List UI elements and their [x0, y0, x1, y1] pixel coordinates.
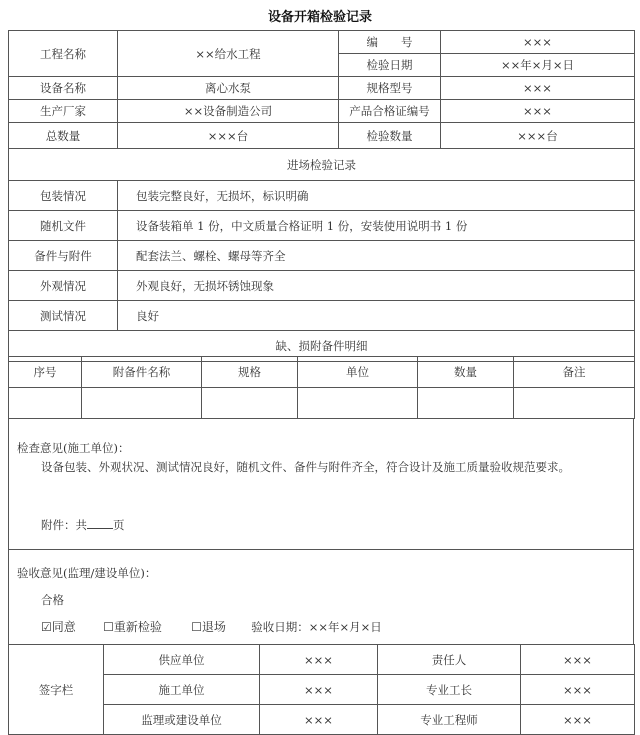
- check-label: 外观情况: [9, 271, 118, 301]
- manufacturer-label: 生产厂家: [9, 100, 118, 123]
- signer-unit-value: ×××: [260, 675, 378, 705]
- option-return-checkbox[interactable]: ☐退场: [191, 620, 226, 634]
- inspection-opinion-text: 设备包装、外观状况、测试情况良好，随机文件、备件与附件齐全，符合设计及施工质量验收规范要求。: [41, 460, 570, 474]
- entry-section-title: 进场检验记录: [9, 149, 635, 181]
- check-value: 包装完整良好，无损坏，标识明确: [118, 181, 635, 211]
- defect-header: 序号: [9, 357, 82, 388]
- signer-role: 责任人: [378, 645, 521, 675]
- signature-table: [8, 644, 635, 735]
- table-cell: [82, 388, 202, 419]
- signer-role-value: ×××: [521, 645, 635, 675]
- signer-role-value: ×××: [521, 705, 635, 735]
- table-cell: [202, 388, 298, 419]
- inspection-opinion-label: 检查意见(施工单位)：: [17, 441, 130, 455]
- signer-unit: 施工单位: [104, 675, 260, 705]
- check-label: 包装情况: [9, 181, 118, 211]
- inspection-opinion-section: [8, 418, 634, 550]
- check-value: 良好: [118, 301, 635, 331]
- sign-label: 签字栏: [9, 645, 104, 735]
- total-label: 总数量: [9, 123, 118, 149]
- signer-unit-value: ×××: [260, 645, 378, 675]
- page-title: 设备开箱检验记录: [267, 10, 372, 25]
- defect-header: 数量: [418, 357, 514, 388]
- table-row: [9, 388, 635, 419]
- code-label: 编 号: [339, 31, 441, 54]
- manufacturer-value: ××设备制造公司: [118, 100, 339, 123]
- project-name-label: 工程名称: [9, 31, 118, 77]
- signer-unit: 供应单位: [104, 645, 260, 675]
- attachment-suffix: 页: [113, 518, 125, 532]
- table-cell: [418, 388, 514, 419]
- attachment-blank: [87, 517, 113, 529]
- defect-section-title: 缺、损附备件明细: [9, 331, 635, 362]
- check-label: 测试情况: [9, 301, 118, 331]
- acceptance-options: [41, 618, 382, 635]
- signer-role: 专业工程师: [378, 705, 521, 735]
- check-label: 随机文件: [9, 211, 118, 241]
- total-value: ×××台: [118, 123, 339, 149]
- inspection-date-value: ××年×月×日: [441, 54, 635, 77]
- model-value: ×××: [441, 77, 635, 100]
- signer-unit: 监理或建设单位: [104, 705, 260, 735]
- device-name-value: 离心水泵: [118, 77, 339, 100]
- acceptance-date: 验收日期：××年×月×日: [251, 620, 382, 634]
- acceptance-result: 合格: [41, 593, 64, 607]
- device-name-label: 设备名称: [9, 77, 118, 100]
- defect-header: 单位: [298, 357, 418, 388]
- signer-role-value: ×××: [521, 675, 635, 705]
- project-name-value: ××给水工程: [118, 31, 339, 77]
- check-value: 设备装箱单 1 份，中文质量合格证明 1 份，安装使用说明书 1 份: [118, 211, 635, 241]
- check-value: 外观良好，无损坏锈蚀现象: [118, 271, 635, 301]
- info-table: [8, 30, 635, 362]
- defect-table: [8, 356, 635, 419]
- option-recheck-checkbox[interactable]: ☐重新检验: [103, 620, 162, 634]
- signer-unit-value: ×××: [260, 705, 378, 735]
- signer-role: 专业工长: [378, 675, 521, 705]
- acceptance-section: [8, 550, 634, 645]
- table-cell: [514, 388, 635, 419]
- defect-header: 规格: [202, 357, 298, 388]
- table-cell: [298, 388, 418, 419]
- inspection-date-label: 检验日期: [339, 54, 441, 77]
- model-label: 规格型号: [339, 77, 441, 100]
- acceptance-label: 验收意见(监理/建设单位)：: [17, 566, 157, 580]
- code-value: ×××: [441, 31, 635, 54]
- check-value: 配套法兰、螺栓、螺母等齐全: [118, 241, 635, 271]
- check-label: 备件与附件: [9, 241, 118, 271]
- cert-value: ×××: [441, 100, 635, 123]
- cert-label: 产品合格证编号: [339, 100, 441, 123]
- inspect-qty-value: ×××台: [441, 123, 635, 149]
- defect-header: 备注: [514, 357, 635, 388]
- option-agree-checkbox[interactable]: ☑同意: [41, 620, 76, 634]
- attachment-line: [41, 517, 125, 533]
- defect-header: 附备件名称: [82, 357, 202, 388]
- inspect-qty-label: 检验数量: [339, 123, 441, 149]
- attachment-prefix: 附件：共: [41, 518, 87, 532]
- table-cell: [9, 388, 82, 419]
